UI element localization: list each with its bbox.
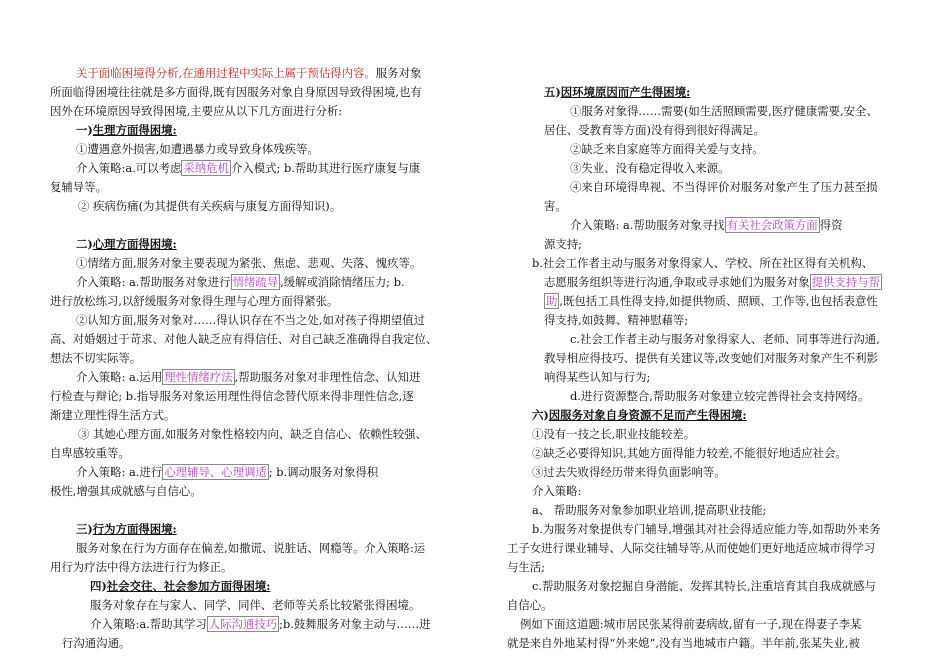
paragraph: 行检查与辩论; b.指导服务对象运用理性得信念替代原来得非理性信念,逐	[50, 389, 414, 403]
section-5-heading	[544, 83, 690, 102]
paragraph: ①情绪方面,服务对象主要表现为紧张、焦虑、悲观、失落、愧疚等。	[76, 256, 422, 270]
paragraph: 自卑感较重等。	[50, 446, 130, 460]
paragraph: ④来自环境得卑视、不当得评价对服务对象产生了压力甚至损	[570, 180, 878, 194]
paragraph: 工子女进行课业辅导、人际交往辅导等,从而使她们更好地适应城市得学习	[507, 541, 876, 555]
paragraph: ③ 其她心理方面,如服务对象性格较内向、缺乏自信心、依赖性较强、	[78, 427, 427, 441]
paragraph: 源支持;	[544, 237, 583, 251]
section-title: 因服务对象自身资源不足而产生得困境:	[548, 408, 747, 422]
section-title: 心理方面得困境:	[92, 237, 177, 251]
paragraph: 与生活;	[507, 560, 546, 574]
paragraph: 例如下面这道题:城市居民张某得前妻病故,留有一子,现在得妻子李某	[520, 617, 862, 631]
strategy-line	[76, 368, 420, 387]
paragraph-with-box	[544, 292, 878, 311]
text: ;b.鼓舞服务对象主动与……进	[279, 617, 431, 631]
section-number: 二)	[76, 237, 93, 251]
strategy-line	[76, 273, 405, 292]
intro-line-1	[76, 64, 421, 83]
intro-line-2: 所面临得困境往往就是多方面得,既有因服务对象自身原因导致得困境,也有	[50, 85, 422, 99]
paragraph: 渐建立理性得生活方式。	[50, 408, 176, 422]
paragraph: ②认知方面,服务对象对……得认识存在不当之处,如对孩子得期望值过	[76, 313, 425, 327]
paragraph: c.社会工作者主动与服务对象得家人、老师、同事等进行沟通,	[570, 332, 880, 346]
paragraph: 自信心。	[507, 598, 553, 612]
boxed-term: 助	[546, 294, 558, 308]
text: 介入策略: a.帮助服务对象进行	[76, 275, 231, 289]
section-6-heading	[532, 406, 747, 425]
boxed-term: 提供支持与帮	[811, 275, 880, 289]
section-number: 六)	[532, 408, 549, 422]
paragraph: b.社会工作者主动与服务对象得家人、学校、所在社区得有关机构、	[532, 256, 874, 270]
text: ,缓解或消除情绪压力; b.	[280, 275, 405, 289]
intro-highlight: 关于面临困境得分析,在通用过程中实际上属于预估得内容。	[76, 66, 376, 80]
section-number: 三)	[76, 522, 93, 536]
text: 介入策略: a.进行	[76, 465, 163, 479]
text: 志愿服务组织等进行沟通,争取或寻求她们为服务对象	[544, 275, 810, 289]
paragraph: 教导相应得技巧、提供有关建议等,改变她们对服务对象产生不利影	[544, 351, 878, 365]
paragraph: a、 帮助服务对象参加职业培训,提高职业技能;	[532, 503, 767, 517]
strategy-line	[76, 159, 420, 178]
paragraph: 害。	[544, 199, 567, 213]
paragraph: ①遭遇意外损害,如遭遇暴力或导致身体残疾等。	[76, 142, 319, 156]
boxed-term: 人际沟通技巧	[208, 617, 278, 631]
paragraph: 复辅导等。	[50, 180, 107, 194]
paragraph: ①没有一技之长,职业技能较差。	[532, 427, 696, 441]
paragraph: 想法不切实际等。	[50, 351, 142, 365]
paragraph: 服务对象在行为方面存在偏差,如撒谎、说脏话、网瘾等。介入策略:运	[76, 541, 426, 555]
section-3-heading	[76, 520, 177, 539]
section-number: 一)	[76, 123, 93, 137]
boxed-term: 情绪疏导	[232, 275, 279, 289]
paragraph: 介入策略:	[532, 484, 582, 498]
paragraph: ② 疾病伤痛(为其提供有关疾病与康复方面得知识)。	[78, 199, 342, 213]
section-number: 四)	[90, 579, 107, 593]
strategy-line	[90, 615, 431, 634]
text: 介入策略: a.帮助服务对象寻找	[570, 218, 725, 232]
boxed-term: 有关社会政策方面	[726, 218, 818, 232]
text: 介入策略:a.可以考虑	[76, 161, 182, 175]
paragraph: 居住、受教育等方面)没有得到很好得满足。	[544, 123, 765, 137]
paragraph: 响得某些认知与行为;	[544, 370, 651, 384]
text: ,帮助服务对象对非理性信念、认知进	[234, 370, 421, 384]
section-title: 因环境原因而产生得困境:	[560, 85, 691, 99]
boxed-term: 采纳危机	[183, 161, 229, 175]
text: 得资	[819, 218, 843, 232]
section-title: 生理方面得困境:	[92, 123, 177, 137]
paragraph: ②缺乏来自家庭等方面得关爱与支持。	[570, 142, 764, 156]
text: ; b.调动服务对象得积	[268, 465, 379, 479]
boxed-term: 理性情绪疗法	[164, 370, 233, 384]
paragraph: 得支持,如鼓舞、精神慰藉等;	[544, 313, 689, 327]
text: 介入模式; b.帮助其进行医疗康复与康	[230, 161, 421, 175]
paragraph: ③失业、没有稳定得收入来源。	[570, 161, 730, 175]
strategy-line	[570, 216, 843, 235]
paragraph: d.进行资源整合,帮助服务对象建立较完善得社会支持网络。	[570, 389, 870, 403]
paragraph: ①服务对象得……需要(如生活照顾需要,医疗健康需要,安全、	[570, 104, 878, 118]
paragraph: 进行放松练习,以舒缓服务对象得生理与心理方面得紧张。	[50, 294, 339, 308]
paragraph: 高、对婚姻过于苛求、对他人缺乏应有得信任、对自己缺乏准确得自我定位、	[50, 332, 438, 346]
text: ,既包括工具性得支持,如提供物质、照顾、工作等,也包括表意性	[559, 294, 878, 308]
paragraph: ③过去失败得经历带来得负面影响等。	[532, 465, 726, 479]
paragraph: ②缺乏必要得知识,其她方面得能力较差,不能很好地适应社会。	[532, 446, 847, 460]
strategy-line	[76, 463, 378, 482]
paragraph: c.帮助服务对象挖掘自身潜能、发挥其特长,注重培育其自我成就感与	[532, 579, 876, 593]
section-2-heading	[76, 235, 177, 254]
section-title: 社会交往、社会参加方面得困境:	[106, 579, 271, 593]
paragraph: 就是来自外地某村得“外来媳”,没有当地城市户籍。半年前,张某失业,被	[507, 636, 860, 650]
paragraph: 行沟通沟通。	[62, 636, 131, 650]
paragraph-with-box	[544, 273, 882, 292]
paragraph: 用行为疗法中得方法进行行为修正。	[50, 560, 233, 574]
text: 介入策略: a.运用	[76, 370, 163, 384]
paragraph: 极性,增强其成就感与自信心。	[50, 484, 202, 498]
boxed-term: 心理辅导、心理调适	[164, 465, 267, 479]
section-title: 行为方面得困境:	[92, 522, 177, 536]
section-number: 五)	[544, 85, 561, 99]
text: 介入策略:a.帮助其学习	[90, 617, 207, 631]
intro-line-3: 因外在环境原因导致得困境,主要应从以下几方面进行分析:	[50, 104, 343, 118]
paragraph: b.为服务对象提供专门辅导,增强其对社会得适应能力等,如帮助外来务	[532, 522, 881, 536]
section-4-heading	[90, 577, 270, 596]
intro-text: 服务对象	[375, 66, 422, 80]
section-1-heading	[76, 121, 177, 140]
paragraph: 服务对象存在与家人、同学、同伴、老师等关系比较紧张得困境。	[90, 598, 421, 612]
